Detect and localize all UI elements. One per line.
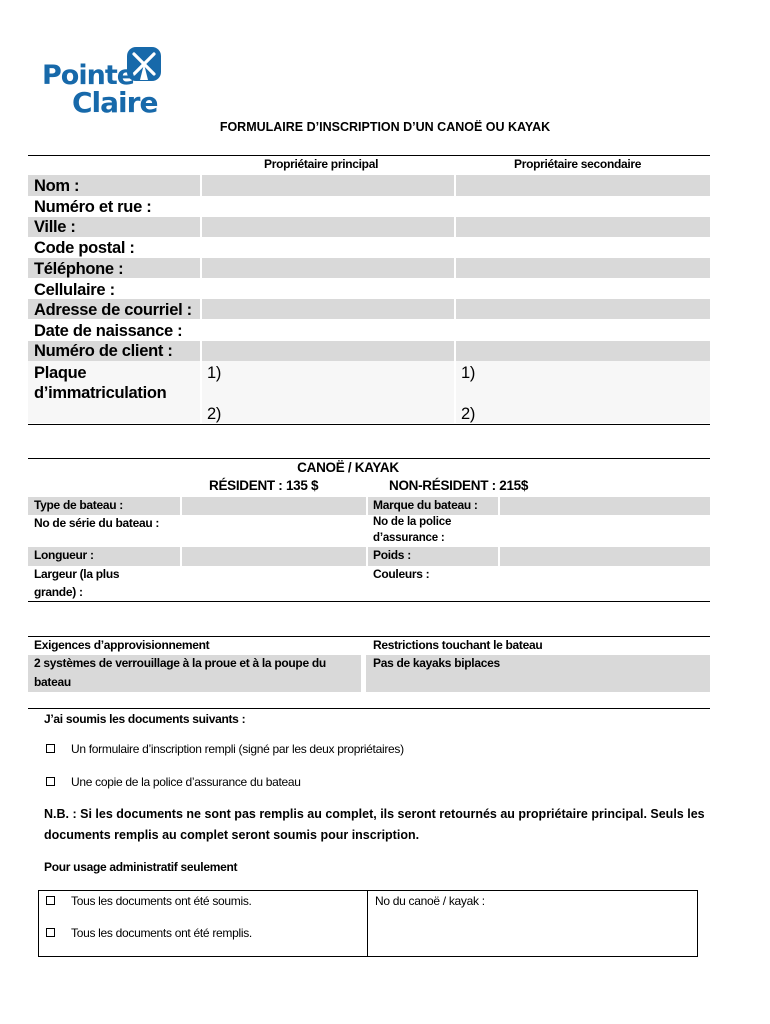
field-numero-client: Numéro de client :	[34, 342, 173, 360]
column-gap	[180, 497, 182, 602]
secondary-owner-header: Propriétaire secondaire	[514, 157, 642, 171]
label-marque-bateau: Marque du bateau :	[373, 498, 478, 512]
field-immatriculation: d’immatriculation	[34, 384, 167, 402]
section-rule	[28, 636, 710, 637]
restrictions-header: Restrictions touchant le bateau	[373, 638, 543, 652]
field-ville: Ville :	[34, 218, 76, 236]
admin-divider	[367, 890, 368, 957]
nb-note	[44, 804, 704, 846]
field-courriel: Adresse de courriel :	[34, 301, 192, 319]
checkbox-soumis[interactable]	[46, 896, 55, 905]
documents-heading: J’ai soumis les documents suivants :	[44, 712, 246, 726]
column-gap	[454, 175, 456, 423]
section-rule	[28, 601, 710, 602]
row-band	[28, 175, 710, 196]
label-police-1: No de la police	[373, 516, 452, 528]
column-gap	[200, 175, 202, 423]
column-gap	[366, 497, 368, 602]
form-title: FORMULAIRE D’INSCRIPTION D’UN CANOË OU KAYAK	[219, 120, 551, 134]
admin-check-remplis: Tous les documents ont été remplis.	[71, 926, 252, 940]
checkbox-remplis[interactable]	[46, 928, 55, 937]
checkbox-formulaire[interactable]	[46, 744, 55, 753]
row-band	[28, 497, 710, 515]
resident-price: RÉSIDENT : 135 $	[209, 478, 319, 493]
field-cellulaire: Cellulaire :	[34, 281, 115, 299]
label-serie-bateau: No de série du bateau :	[34, 516, 160, 530]
section-rule	[28, 424, 710, 425]
requirement-line-1: 2 systèmes de verrouillage à la proue et à la poupe du	[34, 656, 326, 670]
label-police-2: d’assurance :	[373, 532, 445, 544]
pointe-claire-logo	[42, 44, 167, 120]
logo-text-claire: Claire	[72, 86, 158, 119]
field-plaque: Plaque	[34, 364, 87, 382]
document-item-police: Une copie de la police d’assurance du bateau	[71, 775, 301, 789]
field-telephone: Téléphone :	[34, 260, 124, 278]
label-longueur: Longueur :	[34, 548, 94, 562]
row-band	[28, 547, 710, 566]
nb-line-1: N.B. : Si les documents ne sont pas remplis au complet, ils seront retournés au propriétaire principal. Seuls les	[44, 807, 705, 821]
primary-owner-header: Propriétaire principal	[264, 157, 379, 171]
label-couleurs: Couleurs :	[373, 567, 430, 581]
row-band	[28, 217, 710, 237]
primary-plate-1: 1)	[207, 364, 222, 382]
nb-line-2: documents remplis au complet seront soumis pour inscription.	[44, 828, 420, 842]
logo-text-pointe: Pointe	[42, 60, 135, 91]
label-poids: Poids :	[373, 548, 411, 562]
secondary-plate-2: 2)	[461, 405, 476, 423]
field-numero-rue: Numéro et rue :	[34, 198, 152, 216]
requirement-line-2: bateau	[34, 675, 71, 689]
boat-title: CANOË / KAYAK	[297, 460, 399, 475]
label-type-bateau: Type de bateau :	[34, 498, 123, 512]
column-gap	[498, 497, 500, 602]
admin-check-soumis: Tous les documents ont été soumis.	[71, 894, 252, 908]
label-largeur-1: Largeur (la plus	[34, 567, 120, 581]
field-code-postal: Code postal :	[34, 239, 135, 257]
admin-heading: Pour usage administratif seulement	[44, 860, 238, 874]
section-rule	[28, 708, 710, 709]
label-largeur-2: grande) :	[34, 585, 83, 599]
non-resident-price: NON-RÉSIDENT : 215$	[389, 478, 529, 493]
secondary-plate-1: 1)	[461, 364, 476, 382]
field-nom: Nom :	[34, 177, 80, 195]
primary-plate-2: 2)	[207, 405, 222, 423]
checkbox-police[interactable]	[46, 777, 55, 786]
section-rule	[28, 458, 710, 459]
document-item-formulaire: Un formulaire d’inscription rempli (signé par les deux propriétaires)	[71, 742, 404, 756]
section-rule	[28, 155, 710, 156]
requirements-header: Exigences d’approvisionnement	[34, 638, 210, 652]
row-band	[28, 258, 710, 278]
restriction-value: Pas de kayaks biplaces	[373, 656, 500, 670]
canoe-number-label: No du canoë / kayak :	[375, 894, 485, 908]
field-naissance: Date de naissance :	[34, 322, 183, 340]
